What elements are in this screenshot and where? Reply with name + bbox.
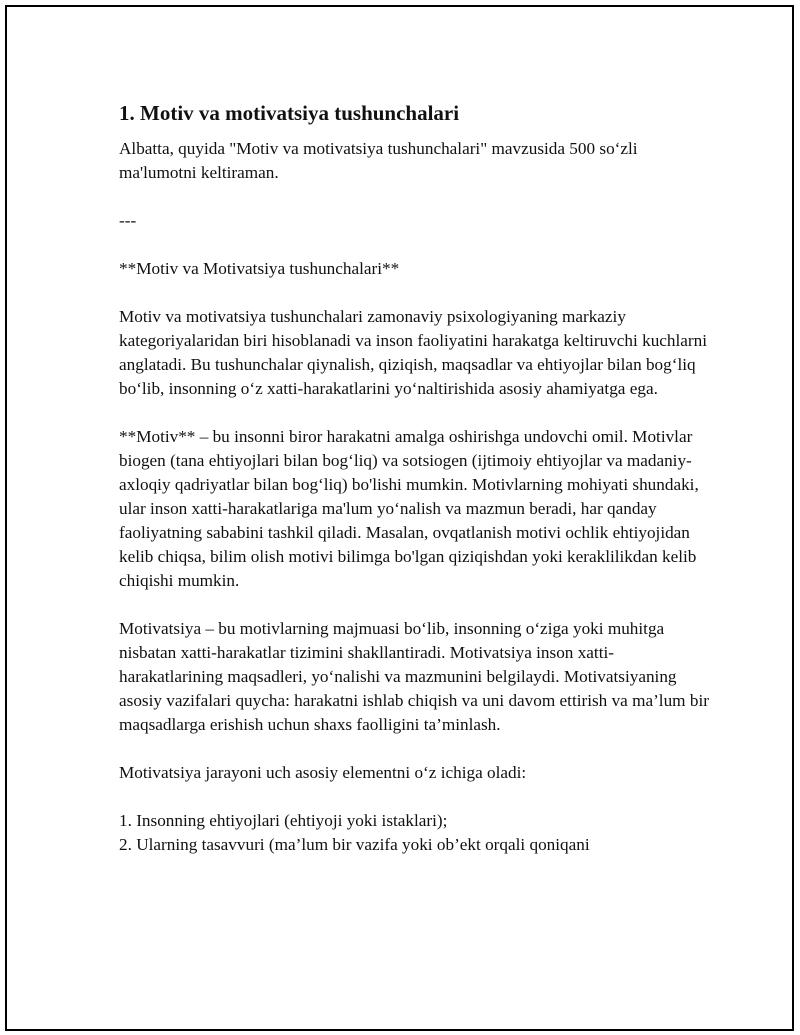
document-page	[5, 5, 794, 1031]
body-paragraph: Motiv va motivatsiya tushunchalari zamonaviy psixologiyaning markaziy kategoriyalaridan biri hisoblanadi va inson faoliyatini harakatga keltiruvchi kuchlarni anglatadi. Bu tushunchalar qiynalish, qiziqish, maqsadlar va ehtiyojlar bilan bog‘liq bo‘lib, insonning o‘z xatti-harakatlarini yo‘naltirishida asosiy ahamiyatga ega.	[119, 307, 708, 398]
list-item: 1. Insonning ehtiyojlari (ehtiyoji yoki istaklari);	[119, 811, 448, 830]
list-item: 2. Ularning tasavvuri (ma’lum bir vazifa yoki ob’ekt orqali qoniqani	[119, 835, 590, 854]
list-intro-paragraph: Motivatsiya jarayoni uch asosiy elementni o‘z ichiga oladi:	[119, 763, 527, 782]
document-body	[119, 97, 709, 857]
section-heading: 1. Motiv va motivatsiya tushunchalari	[119, 101, 460, 125]
motivatsiya-paragraph: Motivatsiya – bu motivlarning majmuasi bo‘lib, insonning o‘ziga yoki muhitga nisbatan xatti-harakatlar tizimini shakllantiradi. Motivatsiya inson xatti-harakatlarining maqsadleri, yo‘nalishi va mazmunini belgilaydi. Motivatsiyaning asosiy vazifalari quycha: harakatni ishlab chiqish va uni davom ettirish va ma’lum bir maqsadlarga erishish uchun shaxs faolligini ta’minlash.	[119, 619, 709, 734]
separator-line: ---	[119, 211, 137, 230]
subtitle-paragraph: **Motiv va Motivatsiya tushunchalari**	[119, 259, 400, 278]
motiv-paragraph: **Motiv** – bu insonni biror harakatni amalga oshirishga undovchi omil. Motivlar biogen (tana ehtiyojlari bilan bog‘liq) va sotsiogen (ijtimoiy ehtiyojlar va madaniy-axloqiy qadriyatlar bilan bog‘liq) bo'lishi mumkin. Motivlarning mohiyati shundaki, ular inson xatti-harakatlariga ma'lum yo‘nalish va mazmun beradi, har qanday faoliyatning sababini tashkil qiladi. Masalan, ovqatlanish motivi ochlik ehtiyojidan kelib chiqsa, bilim olish motivi bilimga bo'lgan qiziqishdan yoki keraklilikdan kelib chiqishi mumkin.	[119, 427, 699, 590]
intro-paragraph: Albatta, quyida "Motiv va motivatsiya tushunchalari" mavzusida 500 so‘zli ma'lumotni keltiraman.	[119, 139, 638, 182]
